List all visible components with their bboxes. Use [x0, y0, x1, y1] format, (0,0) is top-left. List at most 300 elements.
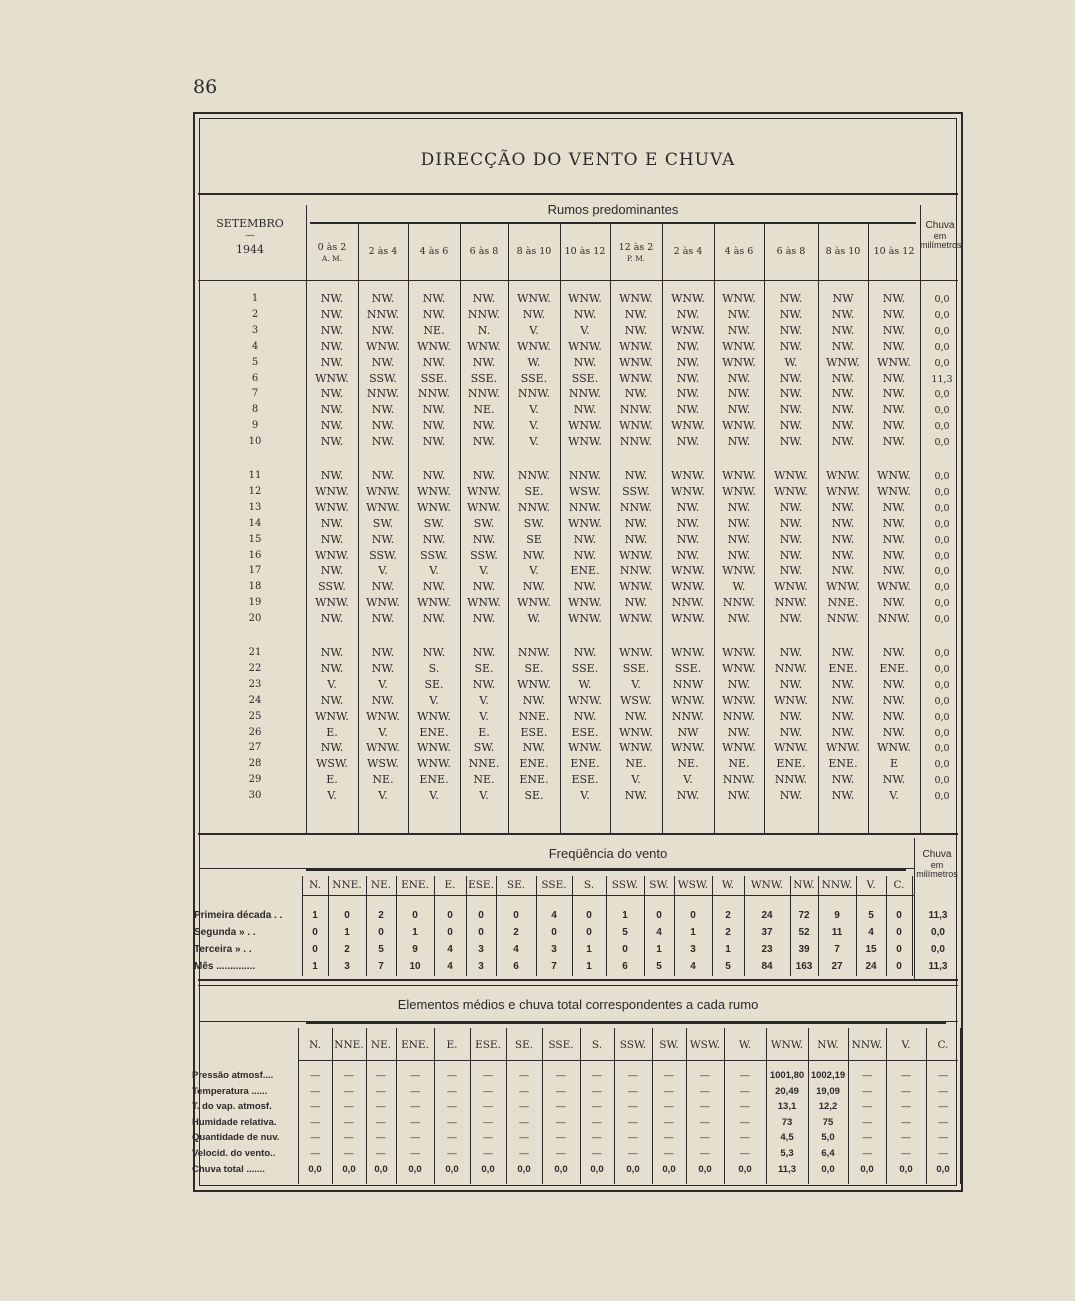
- wind-direction-cell: V.: [580, 323, 590, 337]
- wind-direction-cell: W.: [784, 355, 798, 369]
- wind-direction-cell: NNW.: [517, 469, 551, 482]
- frequency-value: 4: [513, 944, 519, 955]
- elements-column-header: ENE.: [401, 1039, 429, 1051]
- frequency-value: 0: [447, 927, 453, 938]
- day-number: 21: [248, 647, 262, 658]
- frequency-column-header: NW.: [793, 879, 815, 891]
- frequency-value: 0: [656, 910, 662, 921]
- elements-value: —: [862, 1132, 872, 1144]
- wind-direction-cell: SE.: [524, 789, 544, 803]
- wind-direction-cell: V.: [378, 564, 388, 578]
- wind-direction-cell: NNW.: [774, 596, 808, 610]
- elements-value: —: [556, 1116, 566, 1128]
- wind-direction-cell: NW.: [320, 387, 344, 401]
- frequency-value: 0: [478, 910, 484, 921]
- wind-direction-cell: NW.: [371, 612, 395, 626]
- wind-direction-cell: W.: [732, 580, 746, 594]
- frequency-value: 3: [690, 944, 696, 955]
- wind-direction-cell: WNW.: [619, 580, 653, 594]
- wind-direction-cell: NW.: [727, 323, 751, 337]
- elements-value: 0,0: [936, 1163, 950, 1175]
- frequency-value: 3: [551, 944, 557, 955]
- wind-direction-cell: NE.: [677, 757, 699, 771]
- rain-header: Chuva: [925, 220, 955, 231]
- wind-direction-cell: NW.: [422, 646, 446, 659]
- wind-direction-cell: NW.: [676, 500, 700, 514]
- wind-direction-cell: NW.: [779, 403, 803, 417]
- elements-value: —: [556, 1101, 566, 1113]
- interval-ampm: A. M.: [321, 254, 343, 263]
- wind-direction-cell: NNW.: [517, 500, 551, 514]
- frequency-column-header: SSE.: [541, 879, 567, 891]
- wind-direction-cell: S.: [428, 661, 440, 675]
- elements-value: —: [938, 1070, 948, 1081]
- day-number: 22: [248, 662, 262, 674]
- elements-value: —: [483, 1085, 493, 1097]
- rain-value: 0,0: [934, 679, 950, 691]
- frequency-value: 7: [834, 944, 840, 955]
- wind-direction-cell: NW.: [831, 500, 855, 514]
- elements-column-header: NNW.: [851, 1039, 883, 1051]
- wind-direction-cell: WNW.: [568, 419, 602, 433]
- elements-value: —: [628, 1101, 638, 1113]
- frequency-value: 4: [656, 927, 662, 938]
- rule-line: [302, 895, 914, 896]
- wind-direction-cell: NNW: [672, 677, 704, 691]
- day-number: 25: [248, 710, 262, 722]
- wind-direction-cell: NNW.: [568, 469, 602, 482]
- wind-direction-cell: WNW.: [722, 419, 756, 433]
- wind-direction-cell: NW.: [882, 435, 906, 449]
- wind-direction-cell: NW.: [831, 548, 855, 562]
- wind-direction-cell: NW.: [371, 469, 395, 482]
- wind-direction-cell: NW.: [727, 500, 751, 514]
- wind-direction-cell: NNW.: [417, 387, 451, 401]
- wind-direction-cell: NW.: [573, 355, 597, 369]
- wind-direction-cell: WNW.: [671, 292, 705, 305]
- wind-direction-cell: WNW.: [774, 484, 808, 498]
- wind-direction-cell: WNW.: [568, 612, 602, 626]
- elements-value: —: [410, 1148, 420, 1159]
- wind-direction-cell: NW.: [882, 548, 906, 562]
- wind-direction-cell: NW.: [831, 403, 855, 417]
- elements-value: —: [410, 1101, 420, 1113]
- elements-value: —: [410, 1085, 420, 1097]
- frequency-value: 37: [761, 927, 773, 938]
- wind-direction-cell: NW.: [371, 693, 395, 707]
- elements-value: 4,5: [780, 1132, 794, 1144]
- day-number: 2: [251, 308, 259, 320]
- elements-value: —: [592, 1148, 602, 1159]
- wind-direction-cell: WNW.: [467, 339, 501, 353]
- elements-value: —: [664, 1070, 674, 1081]
- wind-direction-cell: NW.: [320, 403, 344, 417]
- wind-direction-cell: SSW.: [622, 484, 650, 498]
- frequency-value: 0: [312, 944, 318, 955]
- wind-direction-cell: NW.: [882, 709, 906, 723]
- elements-value: 0,0: [662, 1163, 676, 1175]
- wind-direction-cell: WNW.: [417, 709, 451, 723]
- rule-line: [306, 868, 906, 871]
- wind-direction-cell: WNW.: [315, 709, 349, 723]
- frequency-value: 6: [622, 961, 628, 972]
- frequency-rain-value: 0,0: [931, 944, 945, 955]
- wind-direction-cell: WNW.: [877, 355, 911, 369]
- elements-column-header: WNW.: [770, 1039, 804, 1051]
- wind-direction-cell: NW.: [624, 469, 648, 482]
- wind-direction-cell: NNW.: [722, 709, 756, 723]
- wind-direction-cell: WNW.: [315, 484, 349, 498]
- frequency-value: 0: [447, 910, 453, 921]
- wind-direction-cell: SSW.: [369, 548, 397, 562]
- wind-direction-cell: SSW.: [420, 548, 448, 562]
- wind-direction-cell: NNW.: [722, 773, 756, 787]
- frequency-value: 4: [447, 944, 453, 955]
- wind-direction-cell: WNW.: [619, 355, 653, 369]
- wind-direction-cell: V.: [327, 677, 337, 691]
- wind-direction-cell: NW.: [472, 580, 496, 594]
- interval-header: 12 às 2: [618, 242, 654, 253]
- frequency-value: 72: [798, 910, 810, 921]
- day-number: 10: [248, 436, 262, 448]
- elements-column-header: N.: [309, 1039, 321, 1051]
- wind-direction-cell: NW.: [727, 371, 751, 385]
- wind-direction-cell: NW.: [320, 307, 344, 321]
- wind-direction-cell: WNW.: [568, 596, 602, 610]
- rain-value: 0,0: [934, 325, 950, 337]
- wind-direction-cell: WNW.: [417, 339, 451, 353]
- wind-direction-cell: WSW.: [569, 484, 601, 498]
- wind-direction-cell: ENE.: [828, 661, 858, 675]
- elements-value: —: [519, 1070, 529, 1081]
- wind-direction-cell: NW.: [727, 387, 751, 401]
- day-number: 28: [248, 758, 262, 770]
- day-number: 5: [251, 356, 259, 368]
- wind-direction-cell: NNW.: [722, 596, 756, 610]
- frequency-rain-value: 0,0: [931, 927, 945, 938]
- elements-value: —: [862, 1070, 872, 1081]
- wind-direction-cell: SE.: [424, 677, 444, 691]
- wind-direction-cell: V.: [479, 693, 489, 707]
- frequency-value: 2: [725, 927, 731, 938]
- frequency-value: 0: [896, 910, 902, 921]
- wind-direction-cell: WNW.: [568, 516, 602, 530]
- frequency-column-header: NNE.: [332, 879, 362, 891]
- wind-direction-cell: NW.: [371, 532, 395, 546]
- wind-direction-cell: V.: [479, 789, 489, 803]
- wind-direction-cell: WNW.: [619, 419, 653, 433]
- wind-direction-cell: NW.: [472, 435, 496, 449]
- elements-value: —: [628, 1085, 638, 1097]
- elements-value: —: [938, 1101, 948, 1113]
- wind-direction-cell: WNW.: [774, 741, 808, 755]
- wind-direction-cell: NW.: [882, 307, 906, 321]
- wind-direction-cell: NNW.: [568, 500, 602, 514]
- frequency-column-header: SE.: [506, 879, 526, 891]
- day-number: 27: [248, 742, 262, 754]
- interval-header: 6 às 8: [776, 246, 806, 257]
- elements-value: 1001,80: [769, 1070, 805, 1081]
- wind-direction-cell: NW.: [727, 789, 751, 803]
- elements-value: 0,0: [626, 1163, 640, 1175]
- wind-direction-cell: SSE.: [622, 661, 650, 675]
- elements-value: —: [740, 1132, 750, 1144]
- wind-direction-cell: NW.: [676, 548, 700, 562]
- wind-direction-cell: ENE.: [419, 725, 449, 739]
- frequency-value: 4: [447, 961, 453, 972]
- frequency-value: 7: [551, 961, 557, 972]
- wind-direction-cell: WNW.: [467, 484, 501, 498]
- elements-value: 0,0: [517, 1163, 531, 1175]
- rain-value: 0,0: [934, 294, 950, 305]
- wind-direction-cell: NW.: [422, 419, 446, 433]
- frequency-value: 0: [896, 961, 902, 972]
- wind-direction-cell: SE.: [524, 484, 544, 498]
- wind-direction-cell: ENE.: [519, 757, 549, 771]
- rain-value: 0,0: [934, 471, 950, 482]
- wind-direction-cell: WNW.: [366, 596, 400, 610]
- day-number: 30: [248, 790, 262, 802]
- wind-direction-cell: V.: [429, 564, 439, 578]
- elements-value: —: [519, 1085, 529, 1097]
- wind-direction-cell: WNW.: [619, 292, 653, 305]
- wind-direction-cell: WNW.: [722, 693, 756, 707]
- elements-value: —: [344, 1116, 354, 1128]
- wind-direction-cell: WNW.: [826, 484, 860, 498]
- wind-direction-cell: NW.: [882, 596, 906, 610]
- elements-value: —: [310, 1132, 320, 1144]
- wind-direction-cell: WNW.: [619, 612, 653, 626]
- elements-column-header: WSW.: [689, 1039, 721, 1051]
- frequency-rain-value: 11,3: [928, 910, 948, 921]
- elements-column-header: W.: [738, 1039, 752, 1051]
- wind-direction-cell: NNW.: [774, 661, 808, 675]
- wind-direction-cell: WNW.: [826, 741, 860, 755]
- wind-direction-cell: NW.: [882, 532, 906, 546]
- interval-header: 2 às 4: [673, 246, 703, 257]
- wind-direction-cell: NW.: [727, 677, 751, 691]
- wind-direction-cell: WNW.: [417, 500, 451, 514]
- frequency-value: 6: [513, 961, 519, 972]
- wind-direction-cell: V.: [378, 725, 388, 739]
- elements-value: —: [376, 1148, 386, 1159]
- wind-direction-cell: ENE.: [570, 564, 600, 578]
- wind-direction-cell: SW.: [372, 516, 394, 530]
- wind-direction-cell: SE: [526, 532, 542, 546]
- rain-value: 0,0: [934, 534, 950, 546]
- wind-direction-cell: NW.: [831, 371, 855, 385]
- wind-direction-cell: NW.: [320, 532, 344, 546]
- wind-direction-cell: WNW.: [366, 741, 400, 755]
- wind-direction-cell: WNW.: [826, 355, 860, 369]
- elements-value: —: [938, 1085, 948, 1097]
- elements-value: 0,0: [860, 1163, 874, 1175]
- elements-value: —: [519, 1101, 529, 1113]
- wind-direction-cell: SSE.: [571, 661, 599, 675]
- interval-header: 0 às 2: [317, 242, 347, 253]
- elements-column-header: V.: [901, 1039, 911, 1051]
- wind-direction-cell: SSW.: [470, 548, 498, 562]
- elements-value: —: [310, 1116, 320, 1128]
- elements-value: —: [664, 1116, 674, 1128]
- wind-direction-cell: WNW.: [568, 339, 602, 353]
- wind-direction-cell: NW.: [522, 307, 546, 321]
- frequency-value: 39: [798, 944, 810, 955]
- wind-direction-cell: NNW.: [517, 646, 551, 659]
- wind-direction-cell: NW.: [727, 532, 751, 546]
- rule-line: [198, 979, 958, 981]
- wind-direction-cell: WNW.: [671, 419, 705, 433]
- frequency-value: 4: [868, 927, 874, 938]
- wind-direction-cell: NW.: [422, 469, 446, 482]
- wind-direction-cell: SW.: [523, 516, 545, 530]
- frequency-value: 0: [312, 927, 318, 938]
- wind-direction-cell: NNW.: [366, 307, 400, 321]
- wind-direction-cell: WNW.: [619, 725, 653, 739]
- wind-direction-cell: WNW.: [619, 371, 653, 385]
- elements-value: —: [628, 1070, 638, 1081]
- wind-direction-cell: NW.: [320, 646, 344, 659]
- frequency-value: 0: [344, 910, 350, 921]
- elements-value: —: [344, 1132, 354, 1144]
- wind-direction-cell: NW.: [882, 725, 906, 739]
- wind-direction-cell: NNE.: [468, 757, 500, 771]
- wind-direction-cell: SSE.: [520, 371, 548, 385]
- wind-direction-cell: E: [889, 757, 899, 771]
- elements-column-header: C.: [937, 1039, 949, 1051]
- column-divider: [920, 205, 921, 833]
- elements-value: —: [447, 1116, 457, 1128]
- rule-line: [298, 1060, 958, 1061]
- wind-direction-cell: NW.: [624, 516, 648, 530]
- wind-direction-cell: WNW.: [671, 323, 705, 337]
- wind-direction-cell: NW.: [522, 741, 546, 755]
- wind-direction-cell: NW.: [779, 419, 803, 433]
- elements-value: —: [310, 1085, 320, 1097]
- wind-direction-cell: NE.: [625, 757, 647, 771]
- wind-direction-cell: NW.: [422, 580, 446, 594]
- interval-header: 2 às 4: [368, 246, 398, 257]
- wind-direction-cell: NW.: [831, 709, 855, 723]
- elements-column-header: SW.: [659, 1039, 679, 1051]
- day-number: 20: [248, 613, 262, 625]
- interval-header: 10 às 12: [564, 246, 606, 257]
- wind-direction-cell: NW.: [831, 646, 855, 659]
- wind-direction-cell: NW.: [727, 612, 751, 626]
- wind-direction-cell: NW.: [727, 403, 751, 417]
- wind-direction-cell: W.: [527, 612, 541, 626]
- wind-direction-cell: NW.: [779, 387, 803, 401]
- wind-direction-cell: NW.: [320, 355, 344, 369]
- wind-direction-cell: NW.: [882, 292, 906, 305]
- wind-direction-cell: NW.: [882, 371, 906, 385]
- wind-direction-cell: SE.: [524, 661, 544, 675]
- wind-direction-cell: NW.: [831, 789, 855, 803]
- day-number: 14: [248, 517, 262, 529]
- frequency-value: 0: [513, 910, 519, 921]
- wind-direction-cell: NW.: [779, 292, 803, 305]
- interval-header: 8 às 10: [516, 246, 552, 257]
- wind-direction-cell: SW.: [423, 516, 445, 530]
- rain-value: 0,0: [934, 502, 950, 514]
- wind-direction-cell: NW.: [779, 709, 803, 723]
- elements-value: —: [700, 1070, 710, 1081]
- rain-value: 0,0: [934, 550, 950, 562]
- elements-value: —: [310, 1101, 320, 1113]
- elements-value: —: [310, 1070, 320, 1081]
- elements-column-header: E.: [446, 1039, 458, 1051]
- wind-direction-cell: NW.: [371, 292, 395, 305]
- elements-row-label: Quantidade de nuv.: [192, 1132, 280, 1144]
- frequency-value: 5: [622, 927, 628, 938]
- wind-direction-cell: NW.: [472, 469, 496, 482]
- wind-direction-cell: NW.: [831, 725, 855, 739]
- frequency-column-header: E.: [444, 879, 456, 891]
- wind-direction-cell: WNW.: [417, 596, 451, 610]
- month-label: SETEMBRO: [216, 217, 284, 230]
- wind-direction-cell: NW.: [320, 292, 344, 305]
- wind-direction-cell: ENE.: [776, 757, 806, 771]
- wind-direction-cell: NW.: [676, 516, 700, 530]
- column-divider: [960, 1028, 961, 1184]
- elements-value: —: [664, 1085, 674, 1097]
- elements-value: —: [410, 1116, 420, 1128]
- wind-direction-cell: NW.: [779, 532, 803, 546]
- wind-direction-cell: NW.: [727, 307, 751, 321]
- rule-line: [198, 985, 958, 986]
- wind-direction-cell: V.: [631, 773, 641, 787]
- elements-value: —: [901, 1070, 911, 1081]
- elements-column-header: NE.: [370, 1039, 392, 1051]
- wind-direction-cell: NW.: [831, 419, 855, 433]
- wind-direction-cell: NW.: [676, 387, 700, 401]
- wind-direction-cell: WNW.: [467, 596, 501, 610]
- wind-direction-cell: SSE.: [674, 661, 702, 675]
- rain-value: 0,0: [934, 582, 950, 594]
- frequency-value: 24: [761, 910, 773, 921]
- frequency-value: 15: [865, 944, 877, 955]
- wind-direction-cell: NW.: [831, 516, 855, 530]
- elements-value: 0,0: [308, 1163, 322, 1175]
- wind-direction-cell: NW.: [676, 532, 700, 546]
- wind-direction-cell: NW.: [676, 789, 700, 803]
- frequency-value: 163: [795, 961, 813, 972]
- frequency-row-label: Primeira década . .: [194, 910, 283, 921]
- rain-value: 0,0: [934, 695, 950, 707]
- wind-direction-cell: V.: [479, 564, 489, 578]
- day-number: 8: [251, 404, 259, 416]
- wind-direction-cell: NW.: [624, 709, 648, 723]
- elements-value: 0,0: [342, 1163, 356, 1175]
- wind-direction-cell: NE.: [372, 773, 394, 787]
- wind-direction-cell: WNW.: [877, 580, 911, 594]
- wind-direction-cell: NW.: [676, 339, 700, 353]
- frequency-value: 0: [412, 910, 418, 921]
- elements-value: —: [344, 1085, 354, 1097]
- wind-direction-cell: NNW.: [671, 596, 705, 610]
- wind-direction-cell: WNW.: [517, 339, 551, 353]
- wind-direction-cell: NW.: [472, 646, 496, 659]
- wind-direction-cell: WNW.: [722, 355, 756, 369]
- column-divider: [912, 876, 913, 976]
- rain-header: milímetros: [920, 240, 962, 250]
- wind-direction-cell: NW.: [779, 725, 803, 739]
- rain-value: 0,0: [934, 518, 950, 530]
- wind-direction-cell: NW.: [624, 789, 648, 803]
- frequency-value: 0: [896, 927, 902, 938]
- elements-value: —: [862, 1101, 872, 1113]
- wind-direction-cell: WNW.: [417, 741, 451, 755]
